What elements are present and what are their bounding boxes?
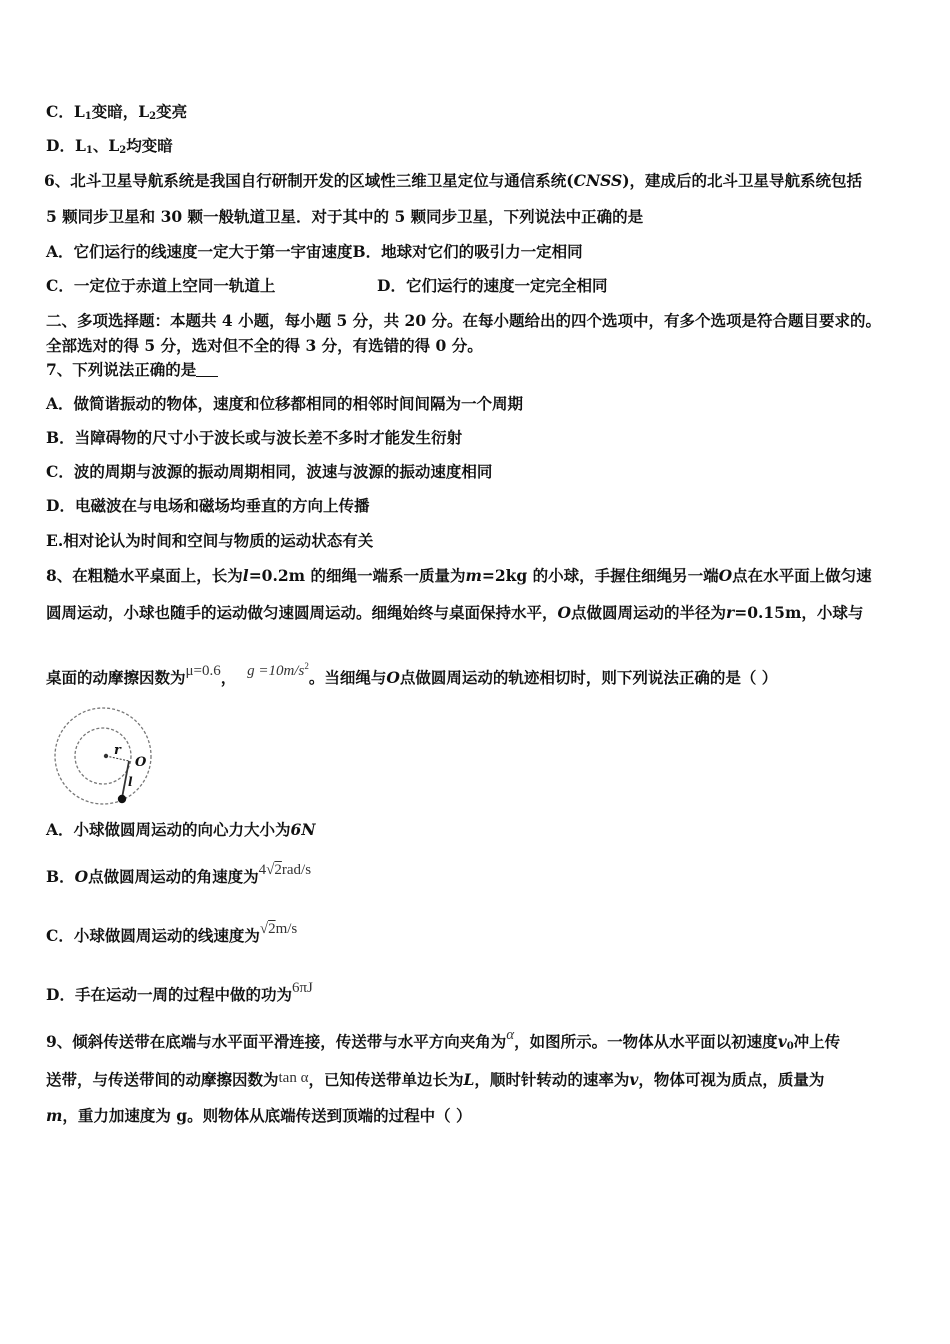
q8-option-b xyxy=(46,862,312,888)
q8-mu-formula: μ=0.6 xyxy=(185,663,221,679)
q8-opt-b-o: O xyxy=(74,867,89,886)
q8-opt-a-text: A．小球做圆周运动的向心力大小为 xyxy=(46,820,291,839)
q9-l2-v: v xyxy=(629,1070,639,1089)
q7-option-e: E.相对论认为时间和空间与物质的运动状态有关 xyxy=(46,531,374,550)
q6-stem-line1 xyxy=(44,171,862,191)
ball-dot xyxy=(118,795,126,803)
q8-stem-line3 xyxy=(46,661,778,689)
section2-line1: 二、多项选择题：本题共 4 小题，每小题 5 分，共 20 分。在每小题给出的四个选项中，有多个选项是符合题目要求的。 xyxy=(46,311,882,330)
q9-l2-c: ，顺时针转动的速率为 xyxy=(474,1070,630,1089)
q9-stem-line1 xyxy=(46,1027,841,1057)
q8-l3-a: 桌面的动摩擦因数为 xyxy=(46,668,186,687)
q8-opt-b-radicand: 2 xyxy=(274,862,282,878)
q8-l1-m: m xyxy=(465,566,482,585)
q9-stem-line2 xyxy=(46,1070,824,1091)
q8-l1-g: 点在水平面上做匀速 xyxy=(732,566,872,585)
q8-l1-o: O xyxy=(718,566,733,585)
q8-g-text: g =10m/s xyxy=(247,663,305,679)
q5-opt-c-end: 变亮 xyxy=(156,102,188,121)
q6-option-d: D．它们运行的速度一定完全相同 xyxy=(377,276,608,295)
q6-option-c: C．一定位于赤道上空同一轨道上 xyxy=(46,276,276,295)
q9-tan-alpha: tan α xyxy=(278,1070,309,1086)
q8-circle-figure xyxy=(50,706,160,810)
q5-opt-d-prefix: D．L xyxy=(46,136,86,155)
inner-dashed-circle xyxy=(75,728,131,784)
label-r: r xyxy=(114,743,121,758)
q5-opt-c-sub2: 2 xyxy=(149,111,157,122)
q8-l2-a: 圆周运动，小球也随手的运动做匀速圆周运动。细绳始终与桌面保持水平， xyxy=(46,603,558,622)
q6-options-ab xyxy=(46,242,583,262)
q8-opt-b-c: 点做圆周运动的角速度为 xyxy=(88,867,259,886)
sqrt-icon: √ xyxy=(259,921,269,937)
q8-l2-r: r xyxy=(726,603,735,622)
q6-option-b: B．地球对它们的吸引力一定相同 xyxy=(352,242,583,261)
q7-answer-blank xyxy=(196,362,218,377)
q9-l1-a: 9、倾斜传送带在底端与水平面平滑连接，传送带与水平方向夹角为 xyxy=(46,1032,507,1051)
q8-option-a xyxy=(46,820,315,840)
q8-g-formula xyxy=(247,663,309,679)
q8-opt-b-formula xyxy=(259,862,311,878)
q7-stem xyxy=(46,360,218,380)
q6-option-a: A．它们运行的线速度一定大于第一宇宙速度 xyxy=(46,242,353,261)
q6-stem-line2: 5 颗同步卫星和 30 颗一般轨道卫星．对于其中的 5 颗同步卫星，下列说法中正确的是 xyxy=(46,207,644,226)
q9-l3-a: ，重力加速度为 g。则物体从底端传送到顶端的过程中（ ） xyxy=(62,1106,472,1125)
q8-opt-c-radicand: 2 xyxy=(268,921,276,937)
q8-g-sup: 2 xyxy=(304,661,309,671)
q8-option-c xyxy=(46,921,298,947)
q8-l1-l: l xyxy=(242,566,249,585)
label-l: l xyxy=(128,775,133,789)
q9-l2-b: ，已知传送带单边长为 xyxy=(308,1070,464,1089)
q8-opt-c-formula xyxy=(260,921,297,937)
q9-l2-L: L xyxy=(463,1070,475,1089)
sqrt-icon: √ xyxy=(266,862,275,878)
q8-opt-d-text: D．手在运动一周的过程中做的功为 xyxy=(46,985,292,1004)
q8-opt-b-unit: rad/s xyxy=(281,862,312,878)
q8-l3-b: 。当细绳与 xyxy=(308,668,387,687)
q5-opt-c-prefix: C．L xyxy=(46,102,85,121)
q5-opt-d-mid: 、L xyxy=(92,136,120,155)
q5-opt-c-mid: 变暗，L xyxy=(91,102,150,121)
q8-opt-a-value: 6N xyxy=(290,820,316,839)
q9-l1-vsub: 0 xyxy=(786,1041,794,1052)
section2-line2: 全部选对的得 5 分，选对但不全的得 3 分，有选错的得 0 分。 xyxy=(46,336,483,355)
q8-l3-o: O xyxy=(386,668,400,687)
q8-opt-b-a: B． xyxy=(46,867,75,886)
q9-l1-b: ，如图所示。一物体从水平面以初速度 xyxy=(514,1032,778,1051)
q5-option-c xyxy=(46,102,187,127)
q6-line1-c: )，建成后的北斗卫星导航系统包括 xyxy=(622,171,863,190)
q9-l3-m: m xyxy=(46,1106,63,1125)
q9-alpha: α xyxy=(506,1027,515,1043)
q8-l2-c: 点做圆周运动的半径为 xyxy=(571,603,727,622)
q6-line1-cnss: CNSS xyxy=(573,171,623,190)
q9-stem-line3 xyxy=(46,1106,472,1126)
q6-line1-a: 6、北斗卫星导航系统是我国自行研制开发的区域性三维卫星定位与通信系统( xyxy=(44,171,574,190)
q8-opt-c-text: C．小球做圆周运动的线速度为 xyxy=(46,926,260,945)
q8-l1-a: 8、在粗糙水平桌面上，长为 xyxy=(46,566,243,585)
q9-l1-c: 冲上传 xyxy=(793,1032,841,1051)
q5-opt-d-sub2: 2 xyxy=(119,145,127,156)
q9-l2-a: 送带，与传送带间的动摩擦因数为 xyxy=(46,1070,279,1089)
label-o: O xyxy=(135,755,147,770)
q8-l3-sep: ， xyxy=(220,668,237,687)
q7-option-c: C．波的周期与波源的振动周期相同，波速与波源的振动速度相同 xyxy=(46,462,493,481)
q9-l1-v: v xyxy=(777,1032,787,1051)
q8-l1-c: =0.2m 的细绳一端系一质量为 xyxy=(248,566,466,585)
q8-opt-d-value: 6πJ xyxy=(291,980,313,996)
q8-l2-e: =0.15m，小球与 xyxy=(734,603,864,622)
q8-l3-d: 点做圆周运动的轨迹相切时，则下列说法正确的是（ ） xyxy=(399,668,778,687)
q5-opt-d-end: 均变暗 xyxy=(126,136,173,155)
q8-opt-c-unit: m/s xyxy=(275,921,298,937)
q5-opt-d-sub1: 1 xyxy=(85,145,93,156)
q8-opt-b-coef: 4 xyxy=(258,862,267,878)
q8-l1-e: =2kg 的小球，手握住细绳另一端 xyxy=(481,566,719,585)
q8-stem-line1 xyxy=(46,566,872,586)
q7-stem-text: 7、下列说法正确的是 xyxy=(46,360,197,379)
q8-option-d xyxy=(46,980,313,1006)
q7-option-b: B．当障碍物的尺寸小于波长或与波长差不多时才能发生衍射 xyxy=(46,428,463,447)
q8-stem-line2 xyxy=(46,603,863,623)
q5-opt-c-sub1: 1 xyxy=(84,111,92,122)
q7-option-d: D．电磁波在与电场和磁场均垂直的方向上传播 xyxy=(46,496,370,515)
q8-l2-o: O xyxy=(557,603,572,622)
q9-l2-d: ，物体可视为质点，质量为 xyxy=(638,1070,825,1089)
q7-option-a: A．做简谐振动的物体，速度和位移都相同的相邻时间间隔为一个周期 xyxy=(46,394,524,413)
q5-option-d xyxy=(46,136,173,161)
